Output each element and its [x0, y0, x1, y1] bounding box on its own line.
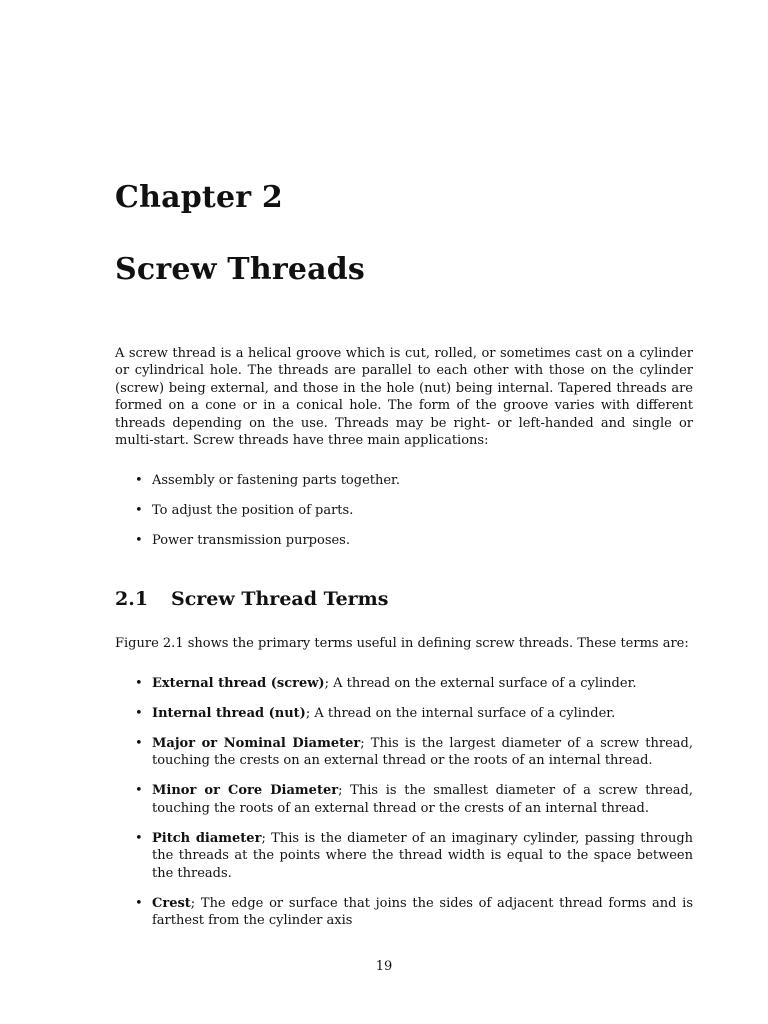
intro-paragraph: A screw thread is a helical groove which is cut, rolled, or sometimes cast on a cylinder or cylindrical hole. The threads are parallel to each other with those on the cylinder (screw) being external, and those in the hole (nut) being internal. Tapered threads are formed on a cone or in a conical hole. The form of the groove varies with different threads depending on the use. Threads may be right- or left-handed and single or multi-start. Screw threads have three main applications:: [115, 346, 693, 449]
bullet-icon: •: [135, 783, 143, 799]
bullet-icon: •: [135, 706, 143, 721]
page-number: 19: [375, 959, 393, 974]
term-definition: ; This is the diameter of an imaginary cylinder, passing through the threads at the points where the thread width is equal to the space between the threads.: [152, 830, 694, 881]
term-definition: ; A thread on the external surface of a cylinder.: [324, 676, 637, 691]
applications-list: [115, 472, 693, 562]
list-item: [115, 830, 693, 882]
list-item: [115, 705, 693, 722]
term-definition: ; This is the smallest diameter of a screw thread, touching the roots of an external thread or the crests of an internal thread.: [152, 783, 693, 816]
list-item: [115, 782, 693, 817]
list-item: [115, 472, 693, 489]
list-item: [115, 895, 693, 930]
term-definition: ; The edge or surface that joins the sides of adjacent thread forms and is farthest from the cylinder axis: [152, 895, 693, 929]
term-definition: ; A thread on the internal surface of a cylinder.: [305, 706, 616, 721]
term-name: Minor or Core Diameter: [152, 783, 339, 799]
list-item-text: Power transmission purposes.: [152, 533, 350, 548]
list-item: [115, 502, 693, 519]
list-item: [115, 532, 693, 549]
chapter-title: Screw Threads: [115, 252, 366, 287]
bullet-icon: •: [135, 533, 143, 548]
bullet-icon: •: [135, 676, 143, 691]
bullet-icon: •: [135, 895, 143, 911]
list-item-text: Assembly or fastening parts together.: [152, 473, 400, 488]
bullet-icon: •: [135, 503, 143, 518]
bullet-icon: •: [135, 736, 143, 751]
term-definition: ; This is the largest diameter of a screw thread, touching the crests on an external thread or the roots of an internal thread.: [152, 736, 693, 769]
section-intro: Figure 2.1 shows the primary terms useful in defining screw threads. These terms are:: [115, 636, 689, 651]
chapter-label: Chapter 2: [115, 180, 283, 215]
term-name: Pitch diameter: [152, 830, 262, 846]
term-name: Internal thread (nut): [152, 706, 306, 721]
terms-list: [115, 675, 693, 942]
term-name: Major or Nominal Diameter: [152, 736, 361, 751]
section-title: Screw Thread Terms: [171, 588, 389, 610]
section-heading: [115, 586, 388, 612]
bullet-icon: •: [135, 830, 143, 846]
bullet-icon: •: [135, 473, 143, 488]
term-name: External thread (screw): [152, 676, 325, 691]
list-item-text: To adjust the position of parts.: [152, 503, 354, 518]
section-number: 2.1: [115, 588, 149, 610]
list-item: [115, 735, 693, 770]
list-item: [115, 675, 693, 692]
term-name: Crest: [152, 895, 191, 911]
